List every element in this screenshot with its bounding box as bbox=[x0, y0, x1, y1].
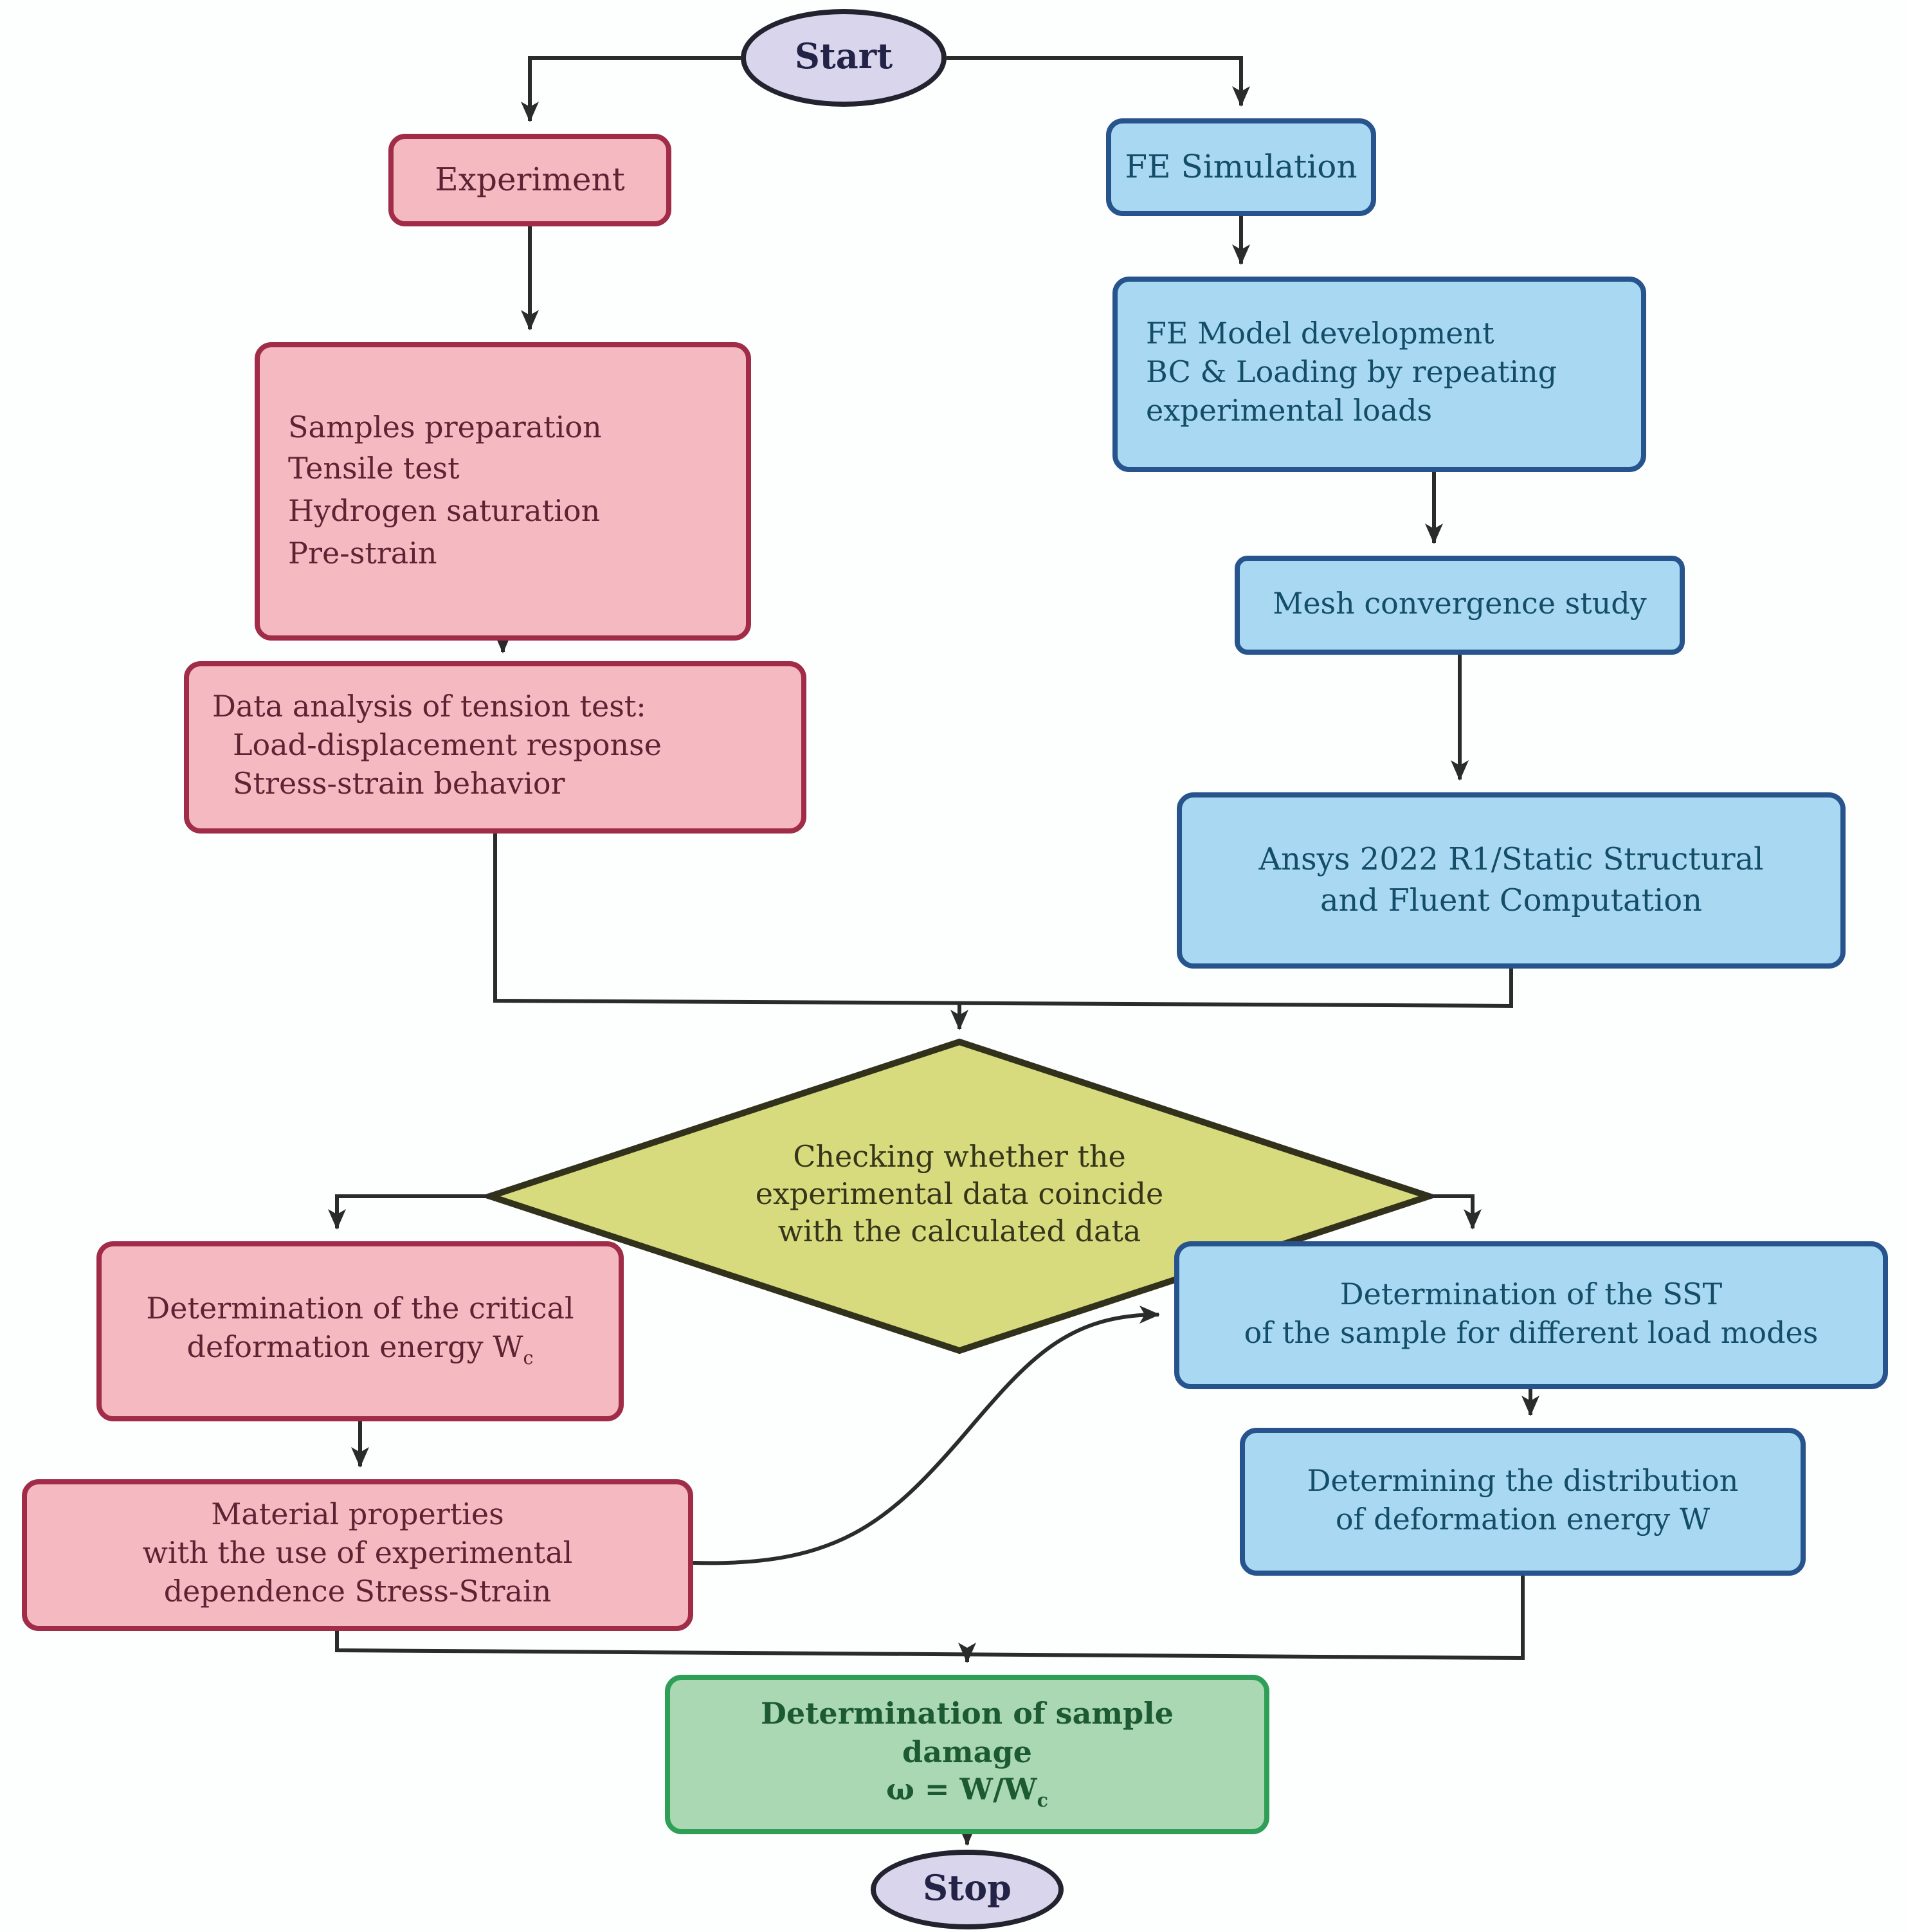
decision-label bbox=[664, 1140, 1255, 1251]
material-properties-step bbox=[22, 1479, 693, 1631]
damage-line-2: damage bbox=[902, 1735, 1032, 1770]
arrow-decision-to-wc bbox=[337, 1196, 490, 1228]
data-analysis-line-1: Data analysis of tension test: bbox=[212, 691, 646, 725]
decision-line-1: Checking whether the bbox=[793, 1141, 1126, 1174]
material-line-3: dependence Stress-Strain bbox=[163, 1575, 552, 1609]
mesh-label: Mesh convergence study bbox=[1273, 587, 1647, 621]
distribution-line-2: of deformation energy W bbox=[1335, 1503, 1711, 1536]
damage-formula-subscript: c bbox=[1037, 1791, 1048, 1812]
arrow-start-to-fesim bbox=[947, 58, 1241, 105]
data-analysis-step bbox=[184, 661, 806, 834]
damage-formula-text: ω = W/W bbox=[886, 1773, 1037, 1808]
stop-terminal bbox=[871, 1850, 1064, 1929]
ansys-computation-step bbox=[1177, 792, 1846, 969]
fe-model-step bbox=[1112, 277, 1646, 472]
critical-energy-subscript: c bbox=[523, 1348, 534, 1369]
data-analysis-line-3: Stress-strain behavior bbox=[233, 767, 565, 801]
sample-damage-step bbox=[665, 1675, 1269, 1834]
damage-formula bbox=[670, 1771, 1264, 1814]
samples-line-4: Pre-strain bbox=[288, 537, 437, 571]
arrow-start-to-experiment bbox=[530, 58, 741, 121]
fe-model-line-3: experimental loads bbox=[1146, 394, 1433, 428]
stop-label: Stop bbox=[923, 1869, 1012, 1909]
fe-simulation-step bbox=[1106, 118, 1376, 216]
samples-preparation-step bbox=[255, 342, 751, 641]
samples-line-1: Samples preparation bbox=[288, 411, 602, 445]
samples-line-3: Hydrogen saturation bbox=[288, 495, 601, 529]
start-label: Start bbox=[794, 37, 893, 78]
fe-model-line-2: BC & Loading by repeating bbox=[1146, 356, 1557, 390]
decision-line-2: experimental data coincide bbox=[755, 1178, 1164, 1212]
critical-energy-step bbox=[96, 1241, 624, 1421]
energy-distribution-step bbox=[1240, 1428, 1806, 1576]
arrow-material-to-sst-curve bbox=[693, 1315, 1159, 1563]
mesh-convergence-step bbox=[1235, 556, 1685, 655]
damage-line-1: Determination of sample bbox=[761, 1697, 1174, 1732]
ansys-line-2: and Fluent Computation bbox=[1320, 882, 1703, 918]
material-line-1: Material properties bbox=[211, 1499, 504, 1533]
critical-energy-line-2-text: deformation energy W bbox=[186, 1331, 523, 1365]
ansys-line-1: Ansys 2022 R1/Static Structural bbox=[1258, 841, 1764, 878]
sst-line-2: of the sample for different load modes bbox=[1244, 1317, 1819, 1350]
distribution-line-1: Determining the distribution bbox=[1307, 1464, 1739, 1499]
fe-simulation-label: FE Simulation bbox=[1125, 147, 1357, 185]
samples-line-2: Tensile test bbox=[288, 453, 460, 487]
experiment-step bbox=[388, 134, 671, 226]
sst-line-1: Determination of the SST bbox=[1339, 1278, 1723, 1312]
experiment-label: Experiment bbox=[435, 160, 625, 198]
start-terminal bbox=[741, 9, 947, 107]
critical-energy-line-2 bbox=[102, 1330, 619, 1371]
data-analysis-line-2: Load-displacement response bbox=[233, 729, 662, 763]
material-line-2: with the use of experimental bbox=[142, 1537, 573, 1571]
critical-energy-line-1: Determination of the critical bbox=[146, 1292, 574, 1326]
decision-line-3: with the calculated data bbox=[777, 1215, 1141, 1248]
arrow-decision-to-sst bbox=[1429, 1196, 1473, 1228]
fe-model-line-1: FE Model development bbox=[1146, 318, 1494, 352]
sst-step bbox=[1174, 1241, 1888, 1389]
